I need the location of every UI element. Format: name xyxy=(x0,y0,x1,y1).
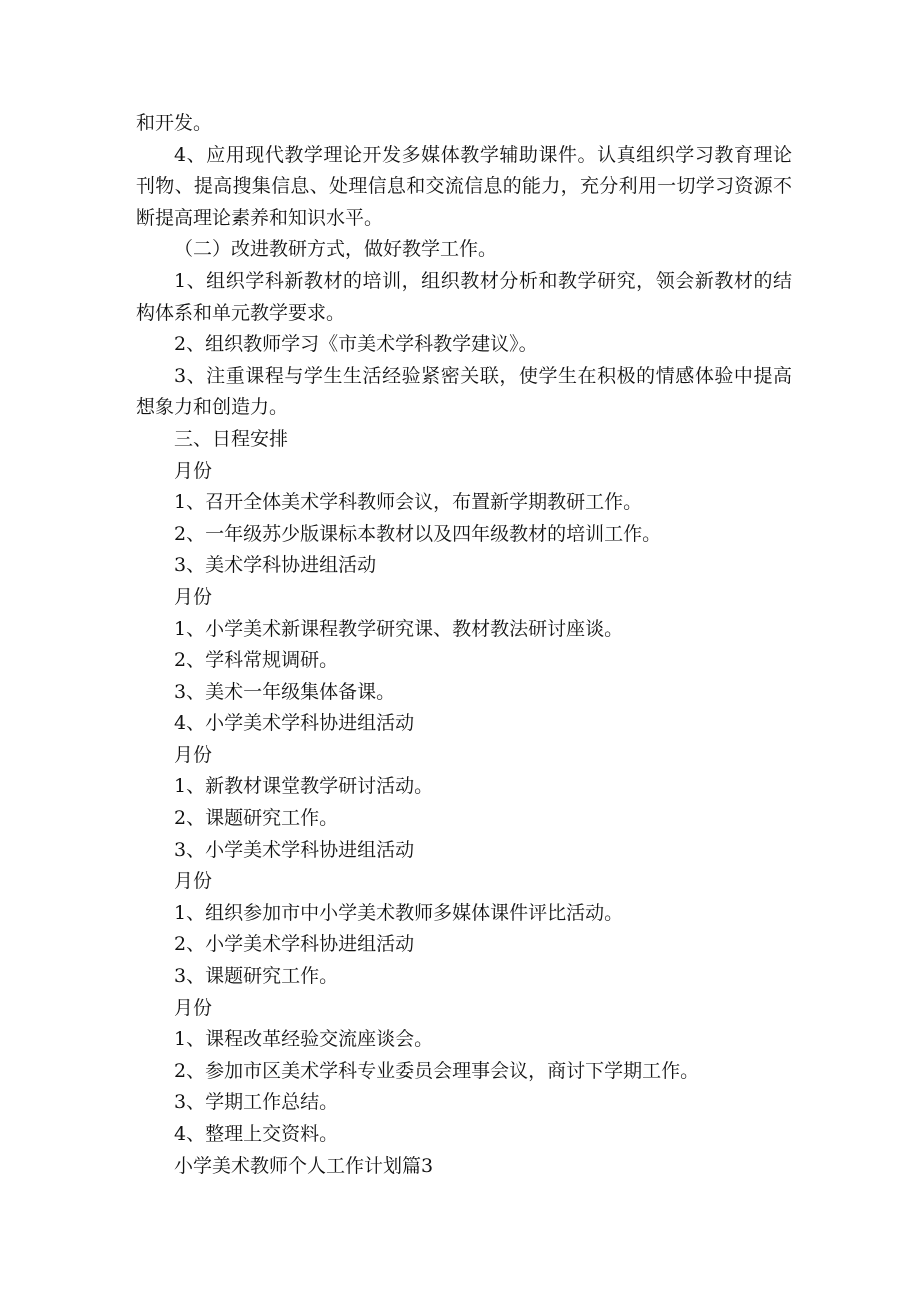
paragraph: 2、组织教师学习《市美术学科教学建议》。 xyxy=(174,333,538,356)
list-item: 2、课题研究工作。 xyxy=(174,807,339,830)
list-item: 1、组织参加市中小学美术教师多媒体课件评比活动。 xyxy=(174,901,624,924)
list-item: 2、小学美术学科协进组活动 xyxy=(174,933,415,956)
section-heading: 三、日程安排 xyxy=(174,427,289,450)
paragraph: 和开发。 xyxy=(136,112,213,134)
month-label: 月份 xyxy=(174,870,213,893)
list-item: 4、整理上交资料。 xyxy=(174,1123,339,1145)
list-item: 2、参加市区美术学科专业委员会理事会议，商讨下学期工作。 xyxy=(174,1059,700,1082)
month-label: 月份 xyxy=(174,585,213,608)
month-label: 月份 xyxy=(174,459,213,482)
list-item: 1、课程改革经验交流座谈会。 xyxy=(174,1028,434,1051)
list-item: 1、小学美术新课程教学研究课、教材教法研讨座谈。 xyxy=(174,617,624,640)
list-item: 2、学科常规调研。 xyxy=(174,649,339,672)
document-body xyxy=(136,108,792,1182)
list-item: 3、美术一年级集体备课。 xyxy=(174,680,396,703)
list-item: 3、课题研究工作。 xyxy=(174,965,339,988)
paragraph: 1、组织学科新教材的培训，组织教材分析和教学研究，领会新教材的结构体系和单元教学要求。 xyxy=(136,269,792,324)
list-item: 1、新教材课堂教学研讨活动。 xyxy=(174,775,434,798)
list-item: 2、一年级苏少版课标本教材以及四年级教材的培训工作。 xyxy=(174,522,662,545)
list-item: 3、美术学科协进组活动 xyxy=(174,554,377,577)
month-label: 月份 xyxy=(174,743,213,766)
list-item: 1、召开全体美术学科教师会议，布置新学期教研工作。 xyxy=(174,491,643,514)
paragraph: 3、注重课程与学生生活经验紧密关联，使学生在积极的情感体验中提高想象力和创造力。 xyxy=(136,364,792,419)
next-section-title: 小学美术教师个人工作计划篇3 xyxy=(174,1154,434,1177)
list-item: 3、学期工作总结。 xyxy=(174,1091,339,1114)
paragraph: 4、应用现代教学理论开发多媒体教学辅助课件。认真组织学习教育理论刊物、提高搜集信息、处理信息和交流信息的能力，充分利用一切学习资源不断提高理论素养和知识水平。 xyxy=(136,143,792,229)
list-item: 4、小学美术学科协进组活动 xyxy=(174,712,415,735)
section-heading: （二）改进教研方式，做好教学工作。 xyxy=(174,238,498,261)
month-label: 月份 xyxy=(174,996,213,1019)
list-item: 3、小学美术学科协进组活动 xyxy=(174,838,415,861)
